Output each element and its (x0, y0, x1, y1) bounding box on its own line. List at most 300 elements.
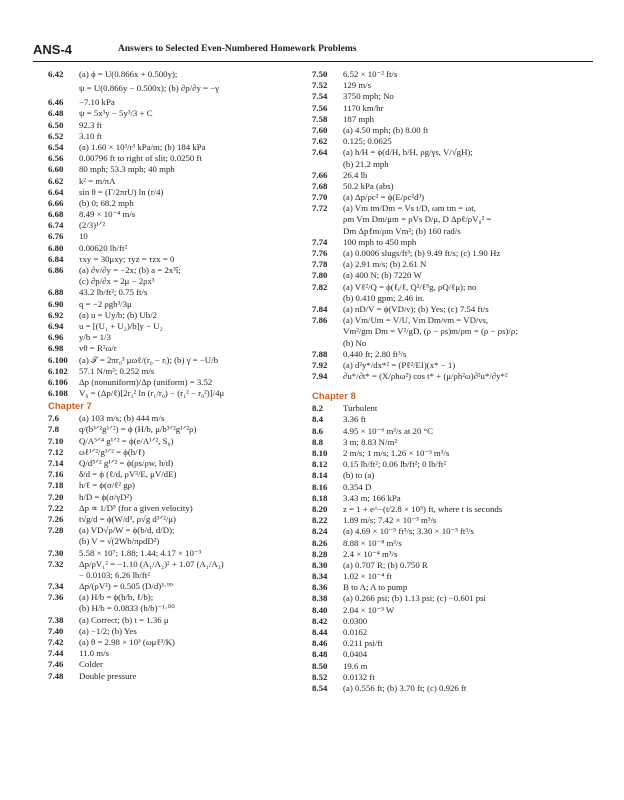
answer-entry (312, 414, 602, 425)
answer-text: ψ = U(0.866y − 0.500x); (b) ∂p/∂y = −γ (79, 83, 220, 94)
answer-continuation (312, 214, 602, 225)
answer-entry (312, 103, 602, 114)
problem-number: 7.64 (312, 147, 328, 158)
answer-text: 0.00796 ft to right of slit; 0.0250 ft (79, 153, 202, 164)
answer-text: (a) −1/2; (b) Yes (79, 625, 137, 636)
problem-number: 6.50 (48, 119, 64, 130)
problem-number: 7.12 (48, 446, 64, 457)
answer-text: (a) 0.707 R; (b) 0.750 R (343, 559, 428, 570)
problem-number: 6.100 (48, 354, 68, 365)
problem-number: 8.50 (312, 660, 328, 671)
problem-number: 8.44 (312, 627, 328, 637)
problem-number: 7.46 (48, 659, 64, 670)
answer-entry (312, 638, 602, 649)
answer-text: k² = m/πA (79, 175, 116, 186)
answer-entry (48, 447, 303, 458)
problem-number: 6.46 (48, 97, 64, 108)
answer-text: 8.49 × 10⁻⁴ m/s (79, 209, 136, 220)
problem-number: 8.30 (312, 559, 328, 570)
problem-number: 7.36 (48, 592, 64, 603)
answer-text: Turbulent (343, 403, 378, 414)
problem-number: 8.20 (312, 503, 328, 514)
problem-number: 7.82 (312, 281, 328, 292)
answer-continuation (312, 159, 602, 170)
answer-text: (a) 103 m/s; (b) 444 m/s (79, 413, 165, 424)
answer-entry (48, 355, 303, 366)
problem-number: 6.48 (48, 108, 64, 119)
answer-text: 43.2 lb/ft²; 0.75 ft/s (79, 287, 148, 298)
answer-entry (312, 504, 602, 515)
problem-number: 7.54 (312, 91, 328, 102)
problem-number: 8.48 (312, 649, 328, 660)
problem-number: 6.56 (48, 153, 64, 164)
answer-text: 0.0300 (343, 615, 368, 626)
answer-entry (48, 413, 303, 424)
answer-entry (48, 469, 303, 480)
answer-entry (48, 503, 303, 514)
answer-entry (48, 198, 303, 209)
answer-text: Vm²/gm Dm = V²/gD, (ρ − ρs)m/ρm = (ρ − ρs)/ρ; (343, 326, 518, 337)
answer-continuation (48, 80, 303, 97)
answer-text: 1.02 × 10⁻⁴ ft (343, 571, 392, 582)
problem-number: 7.40 (48, 625, 64, 636)
answer-entry (48, 514, 303, 525)
answer-text: Δp/ρV₁² = −1.10 (A₁/A₂)² + 1.07 (A₁/A₂) (79, 558, 224, 569)
answer-text: 8.88 × 10⁻⁸ m³/s (343, 537, 402, 548)
problem-number: 7.50 (312, 69, 328, 79)
answer-text: (a) Vm/Um = V/U, Vm Dm/νm = VD/νs, (343, 315, 489, 326)
answer-entry (312, 192, 602, 203)
answer-text: (b) H/b = 0.0833 (h/b)⁻¹·⁰⁰ (79, 603, 175, 614)
answer-text: 0.0132 ft (343, 671, 375, 682)
problem-number: 6.80 (48, 242, 64, 253)
problem-number: 7.56 (312, 102, 328, 113)
answer-text: Double pressure (79, 670, 137, 681)
problem-number: 6.68 (48, 209, 64, 220)
problem-number: 6.90 (48, 298, 64, 309)
problem-number: 7.16 (48, 469, 64, 480)
answer-text: (a) ∂v/∂y = −2x; (b) a = 2x³î; (79, 265, 181, 275)
answer-entry (48, 458, 303, 469)
answer-entry (312, 683, 602, 694)
answer-entry (312, 91, 602, 102)
problem-number: 7.68 (312, 180, 328, 191)
answer-entry (48, 120, 303, 131)
answer-text: (a) 4.69 × 10⁻⁵ ft³/s; 3.30 × 10⁻³ ft³/s (343, 526, 474, 537)
page-code: ANS-4 (33, 42, 73, 57)
problem-number: 7.92 (312, 359, 328, 370)
chapter-heading (48, 400, 303, 413)
problem-number: 7.72 (312, 203, 328, 214)
problem-number: 8.34 (312, 571, 328, 582)
problem-number: 8.28 (312, 548, 328, 559)
answer-continuation (48, 276, 303, 287)
problem-number: 8.46 (312, 638, 328, 649)
answer-entry (312, 426, 602, 437)
problem-number: 6.62 (48, 175, 64, 186)
problem-number: 6.108 (48, 388, 68, 399)
problem-number: 8.16 (312, 481, 328, 492)
answer-entry (312, 560, 602, 571)
answer-entry (312, 237, 602, 248)
answer-entry (48, 187, 303, 198)
answer-entry (312, 538, 602, 549)
answer-text: 1.89 m/s; 7.42 × 10⁻³ m³/s (343, 515, 437, 526)
answer-text: 187 mph (343, 113, 375, 124)
answer-entry (312, 315, 602, 326)
answer-text: 129 m/s (343, 80, 372, 91)
answer-text: (a) 0.266 psi; (b) 1.13 psi; (c) −0.601 psi (343, 593, 487, 604)
answer-entry (312, 437, 602, 448)
answer-entry (312, 616, 602, 627)
answer-entry (48, 69, 303, 80)
problem-number: 7.28 (48, 525, 64, 536)
answer-text: 2.04 × 10⁻³ W (343, 604, 395, 615)
problem-number: 7.8 (48, 424, 59, 435)
problem-number: 7.18 (48, 480, 64, 491)
page-header (33, 42, 593, 62)
answer-entry (312, 203, 602, 214)
answer-text: 0.15 lb/ft²; 0.06 lb/ft²; 0 lb/ft² (343, 459, 446, 470)
answer-text: z = 1 + e^−(t/2.8 × 10⁵) ft, where t is seconds (343, 503, 503, 514)
answer-entry (312, 360, 602, 371)
problem-number: 8.12 (312, 459, 328, 470)
answer-text: 92.3 ft (79, 119, 102, 130)
problem-number: 7.74 (312, 236, 328, 247)
answer-text: 4.95 × 10⁻⁶ m³/s at 20 °C (343, 425, 433, 436)
answer-entry (312, 270, 602, 281)
answer-entry (48, 492, 303, 503)
answer-text: (a) 4.50 mph; (b) 8.00 ft (343, 124, 429, 135)
problem-number: 6.64 (48, 186, 64, 197)
answer-text: 0.440 ft; 2.80 ft³/s (343, 348, 407, 359)
answer-text: (a) Δp/ρc² = ϕ(E/ρc²d³) (343, 192, 425, 203)
answer-entry (48, 592, 303, 603)
left-answer-column (48, 69, 303, 682)
answer-entry (312, 282, 602, 293)
answer-text: 2.4 × 10⁻⁴ m³/s (343, 548, 398, 559)
answer-text: − 0.0103; 6.26 lb/ft² (79, 569, 150, 580)
answer-entry (48, 299, 303, 310)
problem-number: 7.34 (48, 581, 64, 592)
problem-number: 6.52 (48, 130, 64, 141)
answer-entry (312, 526, 602, 537)
answer-text: t√g/d = ϕ(W/d³, ρ√g d³ᐟ²/μ) (79, 513, 176, 524)
answer-text: q/(b³ᐟ²g¹ᐟ²) = ϕ (H/b, μ/b³ᐟ²g¹ᐟ²ρ) (79, 424, 197, 435)
answer-entry (48, 243, 303, 254)
answer-entry (312, 349, 602, 360)
answer-text: 3750 mph; No (343, 91, 394, 102)
answer-entry (312, 248, 602, 259)
answer-text: Δp ∝ 1/D⁵ (for a given velocity) (79, 502, 193, 513)
answer-text: (a) Correct; (b) t = 1.36 μ (79, 614, 169, 625)
problem-number: 8.18 (312, 492, 328, 503)
answer-text: (b) No (343, 337, 367, 348)
answer-text: (c) ∂p/∂x = 2μ − 2ρx³ (79, 276, 155, 287)
answer-entry (312, 593, 602, 604)
problem-number: 7.86 (312, 315, 328, 326)
answer-text: 50.2 kPa (abs) (343, 180, 394, 191)
answer-text: Dm Δpℓm/ρm Vm²; (b) 160 rad/s (343, 225, 461, 236)
problem-number: 8.52 (312, 671, 328, 682)
answer-continuation (312, 338, 602, 349)
answer-entry (48, 231, 303, 242)
header-rule (33, 61, 593, 62)
answer-entry (48, 131, 303, 142)
problem-number: 7.38 (48, 614, 64, 625)
answer-entry (48, 424, 303, 435)
answer-text: (b) 21.2 mph (343, 158, 389, 169)
answer-text: 100 mph to 450 mph (343, 236, 417, 247)
answer-text: 5.58 × 10⁷; 1.88; 1.44; 4.17 × 10⁻³ (79, 547, 202, 558)
answer-text: 0.00620 lb/ft² (79, 242, 128, 253)
problem-number: 8.14 (312, 470, 328, 481)
answer-text: (b) V = √(2Wb/πρdD²) (79, 536, 160, 547)
answer-entry (48, 671, 303, 682)
answer-text: (a) Vℓ²/Q = ϕ(ℓᵢ/ℓ, Q²/ℓ⁵g, ρQ/ℓμ); no (343, 281, 477, 292)
answer-text: 3.36 ft (343, 414, 366, 425)
answer-entry (312, 181, 602, 192)
answer-continuation (48, 536, 303, 547)
answer-text: 0.0404 (343, 649, 368, 660)
problem-number: 6.84 (48, 253, 64, 264)
answer-entry (48, 436, 303, 447)
answer-text: 0.211 psi/ft (343, 638, 383, 649)
answer-entry (312, 649, 602, 660)
answer-text: 3 m; 8.83 N/m² (343, 436, 397, 447)
page-title: Answers to Selected Even-Numbered Homework Problems (118, 44, 357, 54)
answer-text: 10 (79, 231, 88, 242)
problem-number: 7.76 (312, 248, 328, 258)
problem-number: 6.54 (48, 141, 64, 152)
answer-entry (48, 548, 303, 559)
answer-text: (a) VD√ρ/W = ϕ(b/d, d/D); (79, 525, 175, 536)
chapter-title: Chapter 7 (48, 401, 92, 413)
answer-entry (312, 672, 602, 683)
answer-entry (312, 304, 602, 315)
answer-entry (312, 470, 602, 481)
answer-entry (48, 164, 303, 175)
problem-number: 7.94 (312, 371, 328, 382)
problem-number: 6.60 (48, 164, 64, 175)
answer-text: 6.52 × 10⁻² ft/s (343, 69, 398, 79)
answer-entry (312, 371, 602, 382)
problem-number: 7.62 (312, 136, 328, 147)
problem-number: 8.24 (312, 526, 328, 537)
problem-number: 8.38 (312, 593, 328, 604)
answer-text: (b) 0; 68.2 mph (79, 197, 134, 208)
problem-number: 7.70 (312, 192, 328, 203)
answer-entry (312, 515, 602, 526)
answer-text: (2/3)¹ᐟ² (79, 220, 106, 231)
answer-entry (312, 125, 602, 136)
chapter-title: Chapter 8 (312, 391, 356, 403)
answer-entry (312, 661, 602, 672)
answer-entry (312, 69, 602, 80)
problem-number: 7.22 (48, 502, 64, 513)
problem-number: 7.88 (312, 348, 328, 359)
problem-number: 6.94 (48, 320, 64, 331)
problem-number: 6.42 (48, 69, 64, 79)
answer-text: 26.4 lb (343, 169, 368, 180)
answer-entry (48, 525, 303, 536)
problem-number: 7.48 (48, 670, 64, 681)
answer-text: (a) nD/V = ϕ(VD/ν); (b) Yes; (c) 7.54 ft/s (343, 303, 489, 314)
answer-entry (48, 388, 303, 399)
problem-number: 7.30 (48, 547, 64, 558)
problem-number: 7.20 (48, 491, 64, 502)
answer-entry (48, 108, 303, 119)
answer-entry (312, 482, 602, 493)
answer-text: B to A; A to pump (343, 582, 408, 593)
problem-number: 6.74 (48, 220, 64, 231)
answer-entry (48, 287, 303, 298)
answer-text: (a) h/H = ϕ(d/H, b/H, ρg/γs, V/√gH); (343, 147, 473, 158)
answer-entry (312, 114, 602, 125)
problem-number: 7.42 (48, 637, 64, 647)
answer-text: (a) 2.91 m/s; (b) 2.61 N (343, 259, 427, 270)
answer-text: 0.354 D (343, 481, 372, 492)
problem-number: 7.60 (312, 124, 328, 135)
answer-text: q = −2 ρgh³/3μ (79, 298, 132, 309)
answer-entry (48, 559, 303, 570)
problem-number: 6.106 (48, 376, 68, 387)
problem-number: 6.92 (48, 309, 64, 320)
problem-number: 7.66 (312, 169, 328, 180)
problem-number: 8.42 (312, 615, 328, 626)
answer-text: V₀ = (Δp/ℓ)[2r₁² ln (r₁/r₀) − (r₁² − r₀²)]/4μ (79, 388, 225, 399)
answer-text: 1170 km/hr (343, 102, 384, 113)
problem-number: 7.80 (312, 270, 328, 281)
answer-text: Δp/(ρV²) = 0.505 (D/d)³·⁹⁹ (79, 581, 173, 592)
answer-entry (312, 571, 602, 582)
answer-text: 19.6 m (343, 660, 368, 671)
answer-text: ωℓ¹ᐟ²/g¹ᐟ² = ϕ(h/ℓ) (79, 446, 145, 457)
answer-entry (312, 259, 602, 270)
answer-entry (48, 209, 303, 220)
problem-number: 6.102 (48, 365, 68, 376)
answer-text: 3.43 m; 166 kPa (343, 492, 401, 503)
answer-text: 80 mph; 53.3 mph; 40 mph (79, 164, 175, 175)
problem-number: 7.44 (48, 648, 64, 659)
answer-text: (a) 1.60 × 10³/r³ kPa/m; (b) 184 kPa (79, 141, 206, 152)
problem-number: 8.36 (312, 582, 328, 593)
problem-number: 8.26 (312, 537, 328, 548)
answer-entry (48, 581, 303, 592)
answer-continuation (312, 326, 602, 337)
problem-number: 6.76 (48, 231, 64, 242)
answer-entry (48, 343, 303, 354)
chapter-heading (312, 390, 602, 403)
answer-entry (48, 220, 303, 231)
problem-number: 7.10 (48, 435, 64, 446)
answer-entry (48, 480, 303, 491)
answer-entry (48, 176, 303, 187)
answer-continuation (312, 226, 602, 237)
problem-number: 8.10 (312, 448, 328, 458)
answer-entry (48, 648, 303, 659)
answer-continuation (312, 293, 602, 304)
answer-entry (48, 377, 303, 388)
answer-entry (48, 142, 303, 153)
problem-number: 6.98 (48, 343, 64, 354)
answer-continuation (48, 570, 303, 581)
answer-text: (a) 0.0006 slugs/ft³; (b) 9.49 ft/s; (c) 1.90 Hz (343, 248, 501, 258)
problem-number: 7.14 (48, 458, 64, 468)
answer-text: (a) d²y*/dx*² = (Pℓ²/EI)(x* − 1) (343, 359, 456, 370)
problem-number: 7.26 (48, 513, 64, 524)
answer-entry (312, 493, 602, 504)
right-answer-column (312, 69, 602, 694)
answer-entry (48, 637, 303, 648)
answer-text: Q/A⁵ᐟ⁴ g¹ᐟ² = ϕ(e/A¹ᐟ², S₀) (79, 435, 174, 446)
answer-entry (312, 403, 602, 414)
problem-number: 7.84 (312, 303, 328, 314)
answer-text: (a) 400 N; (b) 7220 W (343, 270, 422, 281)
answer-text: u = [(U₁ + U₂)/b]y − U₂ (79, 320, 163, 331)
answer-text: 2 m/s; 1 m/s; 1.26 × 10⁻³ m³/s (343, 448, 450, 458)
answer-text: (a) Vm tm/Dm = Vs t/D, ωm tm = ωt, (343, 203, 476, 214)
answer-text: ∂u*/∂t* = (X/ρhω²) cos t* + (μ/ρh²ω)∂²u*/∂y*² (343, 371, 508, 382)
answer-entry (48, 97, 303, 108)
problem-number: 6.66 (48, 197, 64, 208)
problem-number: 8.4 (312, 414, 323, 425)
problem-number: 7.32 (48, 558, 64, 569)
answer-text: 0.0162 (343, 627, 368, 637)
answer-text: 57.1 N/m²; 0.252 m/s (79, 365, 155, 376)
answer-text: h/ℓ = ϕ(σ/ℓ² gρ) (79, 480, 135, 491)
answer-text: 11.0 m/s (79, 648, 109, 659)
problem-number: 8.8 (312, 436, 323, 447)
problem-number: 6.96 (48, 332, 64, 343)
answer-text: ρm Vm Dm/μm = ρVs D/μ, D Δpℓ/ρV₀² = (343, 214, 492, 225)
answer-text: (b) to (a) (343, 470, 375, 481)
answer-text: h/D = ϕ(σ/γD²) (79, 491, 133, 502)
answer-text: vθ = R²ω/r (79, 343, 117, 354)
answer-entry (48, 626, 303, 637)
answer-entry (312, 605, 602, 616)
answer-entry (312, 147, 602, 158)
problem-number: 7.6 (48, 413, 59, 424)
answer-text: Q/d⁵ᐟ² g¹ᐟ² = ϕ(ρs/ρw, h/d) (79, 458, 174, 468)
answer-text: (a) 0.556 ft; (b) 3.70 ft; (c) 0.926 ft (343, 682, 467, 693)
answer-text: δ/d = ϕ (ℓ/d, ρV²/E, μV/dE) (79, 469, 177, 480)
answer-entry (48, 332, 303, 343)
answer-text: y/b = 1/3 (79, 332, 111, 343)
answer-entry (312, 80, 602, 91)
answer-entry (48, 659, 303, 670)
answer-entry (312, 549, 602, 560)
answer-entry (312, 170, 602, 181)
problem-number: 6.86 (48, 265, 64, 275)
answer-text: 0.125; 0.0625 (343, 136, 392, 147)
answer-entry (48, 265, 303, 276)
answer-text: (a) u = Uy/b; (b) Ub/2 (79, 309, 158, 320)
problem-number: 7.58 (312, 113, 328, 124)
answer-text: 3.10 ft (79, 130, 102, 141)
answer-text: (a) ϕ = U(0.866x + 0.500y); (79, 69, 178, 79)
answer-text: (a) 𝒯 = 2πr₀³ μωℓ/(r₀ − rᵢ); (b) γ̇ = −U/b (79, 354, 218, 365)
answer-entry (312, 136, 602, 147)
answer-entry (48, 366, 303, 377)
answer-entry (48, 310, 303, 321)
answer-entry (312, 627, 602, 638)
answer-entry (48, 615, 303, 626)
problem-number: 6.88 (48, 287, 64, 298)
answer-entry (48, 153, 303, 164)
answer-text: (a) H/b = ϕ(h/b, ℓ/b); (79, 592, 154, 603)
problem-number: 7.52 (312, 80, 328, 91)
